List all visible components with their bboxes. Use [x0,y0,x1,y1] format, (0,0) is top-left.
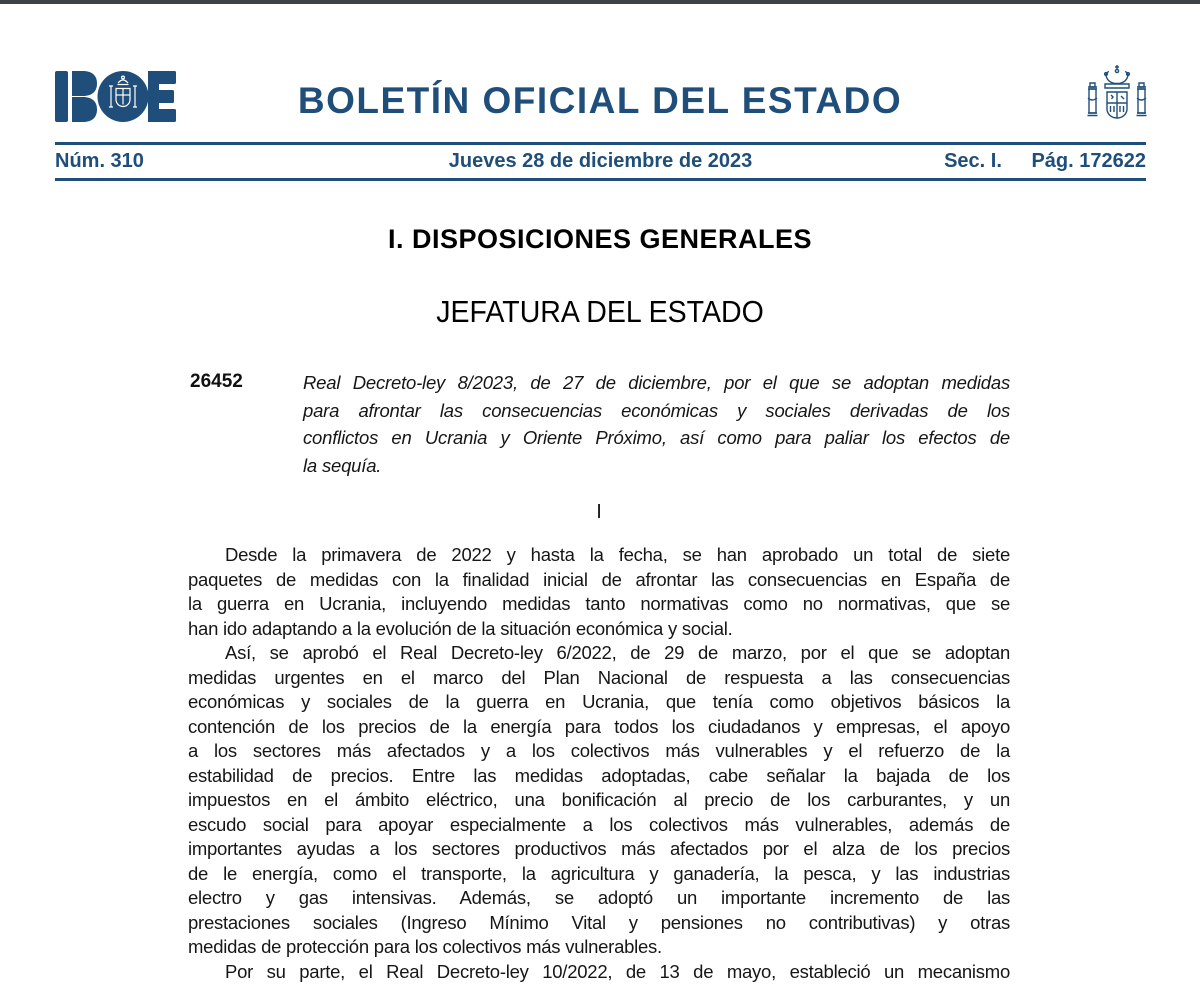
text-line: prestaciones sociales (Ingreso Mínimo Vital y pensiones no contributivas) y otras [188,911,1010,936]
document-body [188,543,1010,984]
text-line: Real Decreto-ley 8/2023, de 27 de diciembre, por el que se adoptan medidas [303,369,1010,397]
text-line: medidas de protección para los colectivos más vulnerables. [188,935,1010,960]
text-line: económicas y sociales de la guerra en Ucrania, que tenía como objetivos básicos la [188,690,1010,715]
text-line: estabilidad de precios. Entre las medidas adoptadas, cabe señalar la bajada de los [188,764,1010,789]
text-line: electro y gas intensivas. Además, se adoptó un importante incremento de las [188,886,1010,911]
text-line: conflictos en Ucrania y Oriente Próximo, así como para paliar los efectos de [303,424,1010,452]
text-line: para afrontar las consecuencias económicas y sociales derivadas de los [303,397,1010,425]
disposition-summary [303,369,1010,479]
issuer-heading [0,294,1200,330]
text-line: escudo social para apoyar especialmente a los colectivos más vulnerables, además de [188,813,1010,838]
paragraph [188,543,1010,641]
section-page-group [944,148,1146,174]
page-number-label: Pág. 172622 [1031,150,1146,172]
text-line: contención de los precios de la energía para todos los ciudadanos y empresas, el apoyo [188,715,1010,740]
page-title: BOLETÍN OFICIAL DEL ESTADO [0,79,1200,123]
masthead-rule-top [55,142,1146,145]
text-line: han ido adaptando a la evolución de la situación económica y social. [188,617,1010,642]
masthead-meta-row [55,148,1146,176]
text-line: a los sectores más afectados y a los colectivos más vulnerables y el refuerzo de la [188,739,1010,764]
text-line: paquetes de medidas con la finalidad inicial de afrontar las consecuencias en España de [188,568,1010,593]
disposition-number: 26452 [190,371,243,393]
text-line: impuestos en el ámbito eléctrico, una bonificación al precio de los carburantes, y un [188,788,1010,813]
section-heading: I. DISPOSICIONES GENERALES [0,224,1200,255]
text-line: Por su parte, el Real Decreto-ley 10/2022, de 13 de mayo, estableció un mecanismo [188,960,1010,984]
window-top-edge [0,0,1200,4]
issue-date: Jueves 28 de diciembre de 2023 [55,148,1146,174]
text-line: de le energía, como el transporte, la agricultura y ganadería, la pesca, y las industrias [188,862,1010,887]
text-line: la guerra en Ucrania, incluyendo medidas tanto normativas como no normativas, que se [188,592,1010,617]
text-line: medidas urgentes en el marco del Plan Nacional de respuesta a las consecuencias [188,666,1010,691]
spanish-coat-of-arms-icon [1086,62,1148,132]
text-line: Desde la primavera de 2022 y hasta la fecha, se han aprobado un total de siete [188,543,1010,568]
section-label: Sec. I. [944,150,1002,172]
part-marker: I [188,501,1010,524]
text-line: la sequía. [303,452,1010,480]
masthead-rule-bottom [55,178,1146,181]
issuer-heading-text: JEFATURA DEL ESTADO [436,294,764,330]
issue-number: Núm. 310 [55,148,144,174]
text-line: Así, se aprobó el Real Decreto-ley 6/2022, de 29 de marzo, por el que se adoptan [188,641,1010,666]
paragraph [188,960,1010,984]
paragraph [188,641,1010,960]
text-line: importantes ayudas a los sectores productivos más afectados por el alza de los precios [188,837,1010,862]
